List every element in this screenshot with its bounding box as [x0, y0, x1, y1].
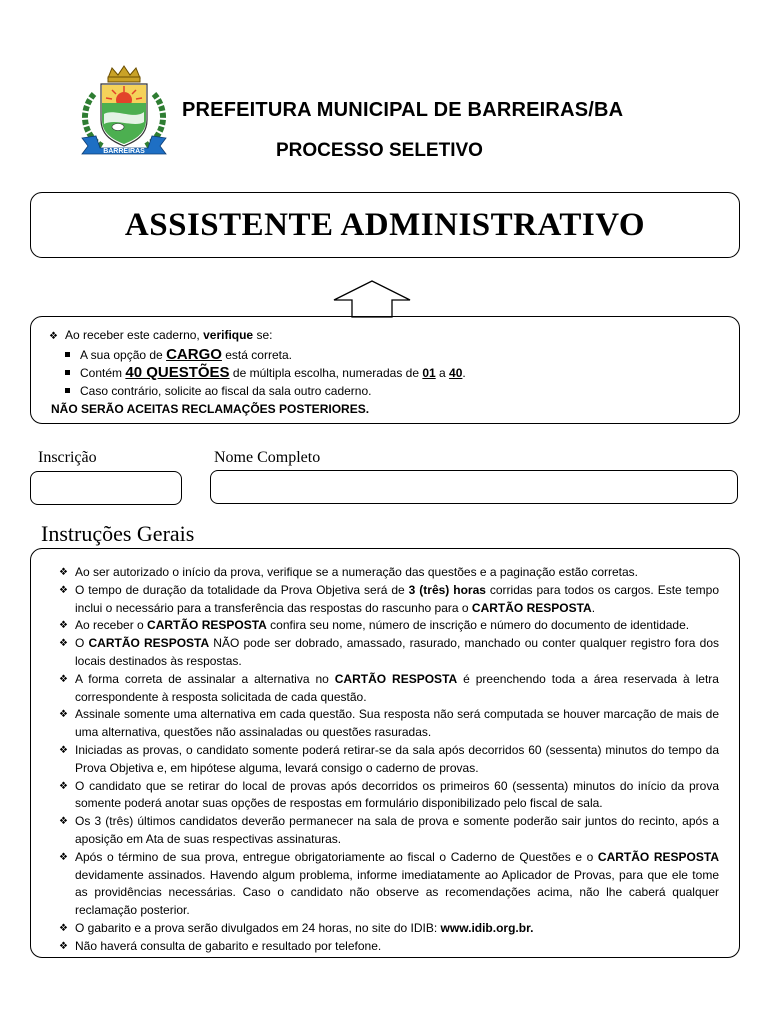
- diamond-bullet-icon: ❖: [59, 567, 68, 578]
- instruction-item: ❖ O tempo de duração da totalidade da Prova Objetiva será de 3 (três) horas corridas para todos os cargos. Este tempo inclui o necessário para a transferência das respostas do rascunho para o CARTÃO RESPOSTA.: [59, 582, 719, 618]
- diamond-bullet-icon: ❖: [59, 709, 68, 721]
- diamond-bullet-icon: ❖: [59, 780, 68, 792]
- instruction-item: ❖ O gabarito e a prova serão divulgados em 24 horas, no site do IDIB: www.idib.org.br.: [59, 920, 719, 938]
- prefecture-title: PREFEITURA MUNICIPAL DE BARREIRAS/BA: [182, 99, 624, 121]
- diamond-bullet-icon: ❖: [59, 638, 68, 650]
- diamond-bullet-icon: ❖: [59, 673, 68, 685]
- inscricao-field[interactable]: [30, 471, 182, 505]
- instruction-item: ❖ O candidato que se retirar do local de provas após decorridos os primeiros 60 (sessenta) minutos do início da prova somente poderá anotar suas opções de respostas em formulário disponibilizado pelo fiscal de sala.: [59, 778, 719, 814]
- square-bullet-icon: [65, 388, 70, 393]
- full-name-field[interactable]: [210, 470, 738, 504]
- instruction-item: ❖ O CARTÃO RESPOSTA NÃO pode ser dobrado, amassado, rasurado, manchado ou conter qualquer registro fora dos locais destinados às respostas.: [59, 635, 719, 671]
- general-instructions-heading: Instruções Gerais: [41, 521, 195, 546]
- verification-intro: ❖ Ao receber este caderno, verifique se:: [49, 326, 739, 346]
- square-bullet-icon: [65, 370, 70, 375]
- check-questions: Contém 40 QUESTÕES de múltipla escolha, numeradas de 01 a 40.: [49, 364, 739, 382]
- process-subtitle: PROCESSO SELETIVO: [276, 140, 483, 161]
- instruction-item: ❖ Os 3 (três) últimos candidatos deverão permanecer na sala de prova e somente poderão sair juntos do recinto, após a aposição em Ata de suas respectivas assinaturas.: [59, 813, 719, 849]
- exam-role-title-box: [30, 192, 740, 258]
- diamond-bullet-icon: ❖: [59, 584, 68, 596]
- instruction-item: ❖ Ao ser autorizado o início da prova, verifique se a numeração das questões e a paginação estão corretas.: [59, 564, 719, 582]
- instruction-item: ❖ Ao receber o CARTÃO RESPOSTA confira seu nome, número de inscrição e número do documento de identidade.: [59, 617, 719, 635]
- instruction-item: ❖ Não haverá consulta de gabarito e resultado por telefone.: [59, 938, 719, 956]
- idib-website-link[interactable]: www.idib.org.br.: [440, 920, 534, 935]
- diamond-bullet-icon: ❖: [59, 851, 68, 863]
- verification-box: [30, 316, 740, 424]
- municipal-coat-of-arms-logo: [74, 64, 174, 160]
- diamond-bullet-icon: ❖: [59, 620, 68, 632]
- diamond-bullet-icon: ❖: [59, 744, 68, 756]
- instruction-item: ❖ Assinale somente uma alternativa em cada questão. Sua resposta não será computada se houver marcação de mais de uma alternativa, questões não assinaladas ou questões rasuradas.: [59, 706, 719, 742]
- check-otherwise: Caso contrário, solicite ao fiscal da sala outro caderno.: [49, 382, 739, 400]
- no-complaints-warning: NÃO SERÃO ACEITAS RECLAMAÇÕES POSTERIORES.: [51, 402, 370, 416]
- instruction-item: ❖ Após o término de sua prova, entregue obrigatoriamente ao fiscal o Caderno de Questões e o CARTÃO RESPOSTA devidamente assinados. Havendo algum problema, informe imediatamente ao Aplicador de Provas, para que ele tome as providências necessárias. Caso o candidato não observe as recomendações acima, não lhe caberá qualquer reclamação posterior.: [59, 849, 719, 920]
- inscricao-label: Inscrição: [38, 449, 97, 466]
- instruction-item: ❖ Iniciadas as provas, o candidato somente poderá retirar-se da sala após decorridos 60 (sessenta) minutos do tempo da Prova Objetiva e, em hipótese alguma, levará consigo o caderno de provas.: [59, 742, 719, 778]
- diamond-bullet-icon: ❖: [59, 816, 68, 828]
- diamond-bullet-icon: ❖: [59, 940, 68, 952]
- square-bullet-icon: [65, 352, 70, 357]
- diamond-bullet-icon: ❖: [49, 331, 58, 342]
- full-name-label: Nome Completo: [214, 449, 321, 466]
- logo-ribbon-text: BARREIRAS: [103, 148, 145, 155]
- diamond-bullet-icon: ❖: [59, 922, 68, 934]
- up-arrow-icon: [332, 280, 412, 318]
- check-cargo: A sua opção de CARGO está correta.: [49, 346, 739, 364]
- general-instructions-box: [30, 548, 740, 958]
- exam-role-title: ASSISTENTE ADMINISTRATIVO: [124, 206, 646, 243]
- instruction-item: ❖ A forma correta de assinalar a alternativa no CARTÃO RESPOSTA é preenchendo toda a área reservada à letra correspondente à resposta solicitada de cada questão.: [59, 671, 719, 707]
